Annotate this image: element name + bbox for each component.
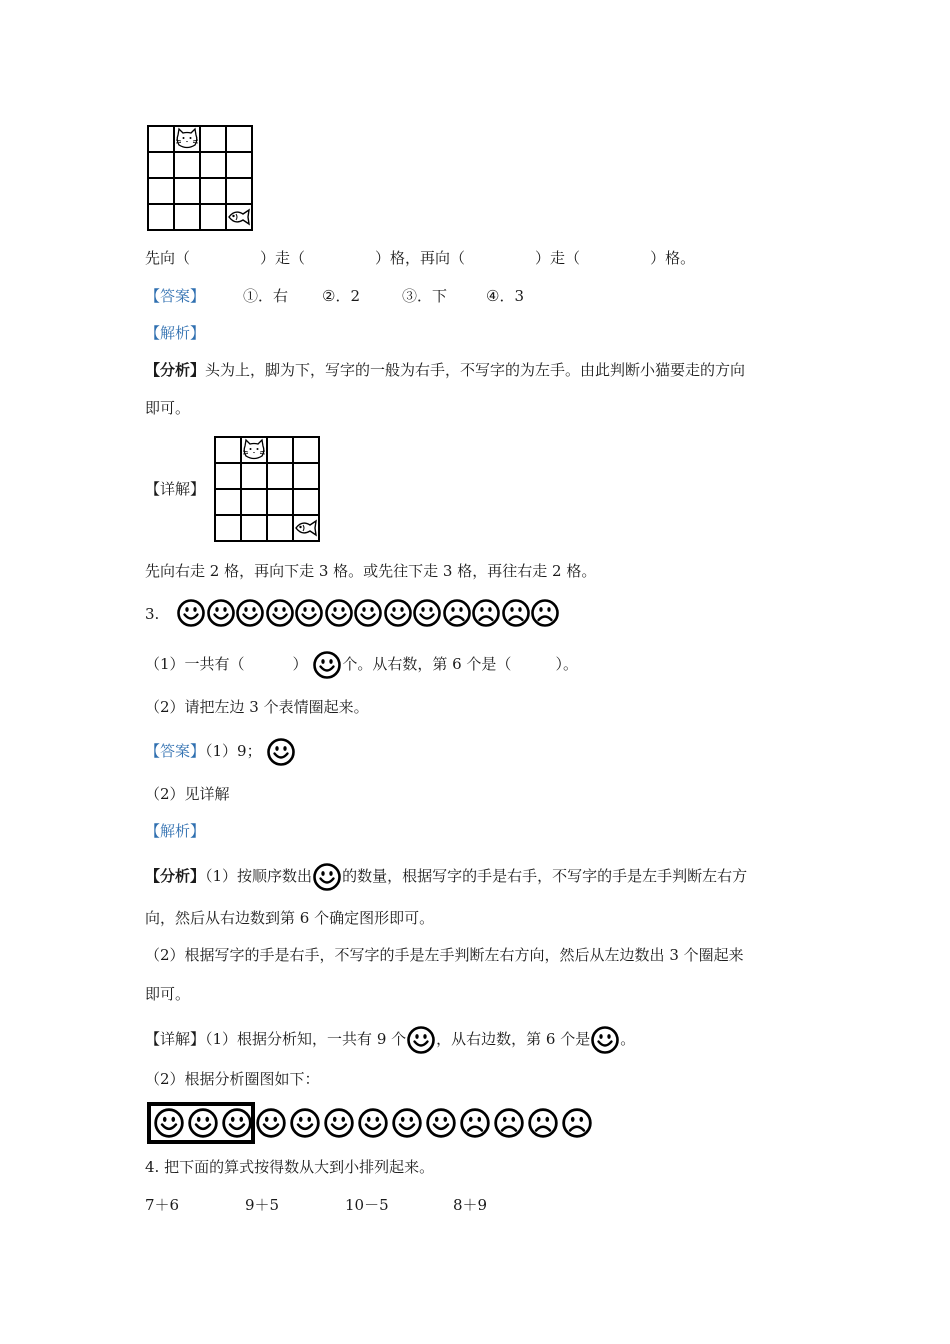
q3-analysis-label: 【解析】 — [145, 822, 206, 840]
frown-face-icon — [530, 598, 560, 628]
answer-1: ①．右 — [243, 287, 289, 305]
smile-face-icon — [391, 1107, 423, 1139]
q4-expr-2: 9＋5 — [245, 1196, 280, 1214]
fish-icon — [296, 521, 316, 535]
smile-icon — [406, 1025, 436, 1055]
q3-analysis-1: 【分析】（1）按顺序数出 的数量，根据写字的手是右手，不写字的手是左手判断左右方 — [145, 862, 747, 892]
q3-part1: （1）一共有（ ） 个。从右数，第 6 个是（ ）。 — [145, 650, 578, 680]
frown-face-icon — [493, 1107, 525, 1139]
smile-face-icon — [353, 598, 383, 628]
answer-4: ④．3 — [486, 287, 524, 305]
analysis-text: 【分析】头为上，脚为下，写字的一般为右手，不写字的为左手。由此判断小猫要走的方向 — [145, 361, 746, 379]
q3-detail-1: 【详解】（1）根据分析知，一共有 9 个 ，从右边数，第 6 个是 。 — [145, 1025, 635, 1055]
frown-face-icon — [459, 1107, 491, 1139]
smile-face-icon — [324, 598, 354, 628]
answer-label: 【答案】 — [145, 287, 206, 305]
frown-face-icon — [471, 598, 501, 628]
smile-face-icon — [294, 598, 324, 628]
smile-icon — [312, 862, 342, 892]
frown-face-icon — [561, 1107, 593, 1139]
q4-expr-4: 8＋9 — [453, 1196, 488, 1214]
smile-icon — [312, 650, 342, 680]
smile-face-icon — [323, 1107, 355, 1139]
smile-face-icon — [206, 598, 236, 628]
q3-answer: 【答案】（1）9； — [145, 737, 296, 767]
smile-face-icon — [383, 598, 413, 628]
analysis-label: 【解析】 — [145, 324, 206, 342]
answer-2: ②．2 — [322, 287, 360, 305]
cat-icon — [176, 129, 198, 148]
detail-text: 先向右走 2 格，再向下走 3 格。或先往下走 3 格，再往右走 2 格。 — [145, 562, 597, 580]
smile-face-icon — [221, 1107, 253, 1139]
frown-face-icon — [442, 598, 472, 628]
smile-face-icon — [425, 1107, 457, 1139]
analysis-text-2: 即可。 — [145, 399, 191, 417]
smile-icon — [266, 737, 296, 767]
smile-face-icon — [255, 1107, 287, 1139]
detail-label: 【详解】 — [145, 480, 206, 498]
direction-sentence: 先向（ ）走（ ）格，再向（ ）走（ ）格。 — [145, 249, 696, 267]
q3-analysis-1c: 向，然后从右边数到第 6 个确定图形即可。 — [145, 909, 435, 927]
smile-face-icon — [176, 598, 206, 628]
q3-number: 3. — [145, 605, 160, 623]
smile-face-icon — [289, 1107, 321, 1139]
cat-fish-grid-detail — [214, 436, 320, 542]
smile-face-icon — [235, 598, 265, 628]
smile-face-icon — [265, 598, 295, 628]
answer-3: ③．下 — [402, 287, 448, 305]
smile-icon — [590, 1025, 620, 1055]
smile-face-icon — [153, 1107, 185, 1139]
frown-face-icon — [527, 1107, 559, 1139]
q3-analysis-2: （2）根据写字的手是右手，不写字的手是左手判断左右方向，然后从左边数出 3 个圈起来 — [145, 946, 744, 964]
q3-detail-2: （2）根据分析圈图如下： — [145, 1070, 320, 1088]
smile-face-icon — [187, 1107, 219, 1139]
q4-expr-3: 10－5 — [345, 1196, 389, 1214]
frown-face-icon — [501, 598, 531, 628]
q3-analysis-2b: 即可。 — [145, 985, 191, 1003]
fish-icon — [229, 210, 249, 224]
q3-answer-2: （2）见详解 — [145, 785, 230, 803]
smile-face-icon — [412, 598, 442, 628]
cat-fish-grid — [147, 125, 253, 231]
cat-icon — [243, 440, 265, 459]
q3-part2: （2）请把左边 3 个表情圈起来。 — [145, 698, 369, 716]
q4-expr-1: 7＋6 — [145, 1196, 180, 1214]
q4-title: 4. 把下面的算式按得数从大到小排列起来。 — [145, 1158, 435, 1176]
smile-face-icon — [357, 1107, 389, 1139]
